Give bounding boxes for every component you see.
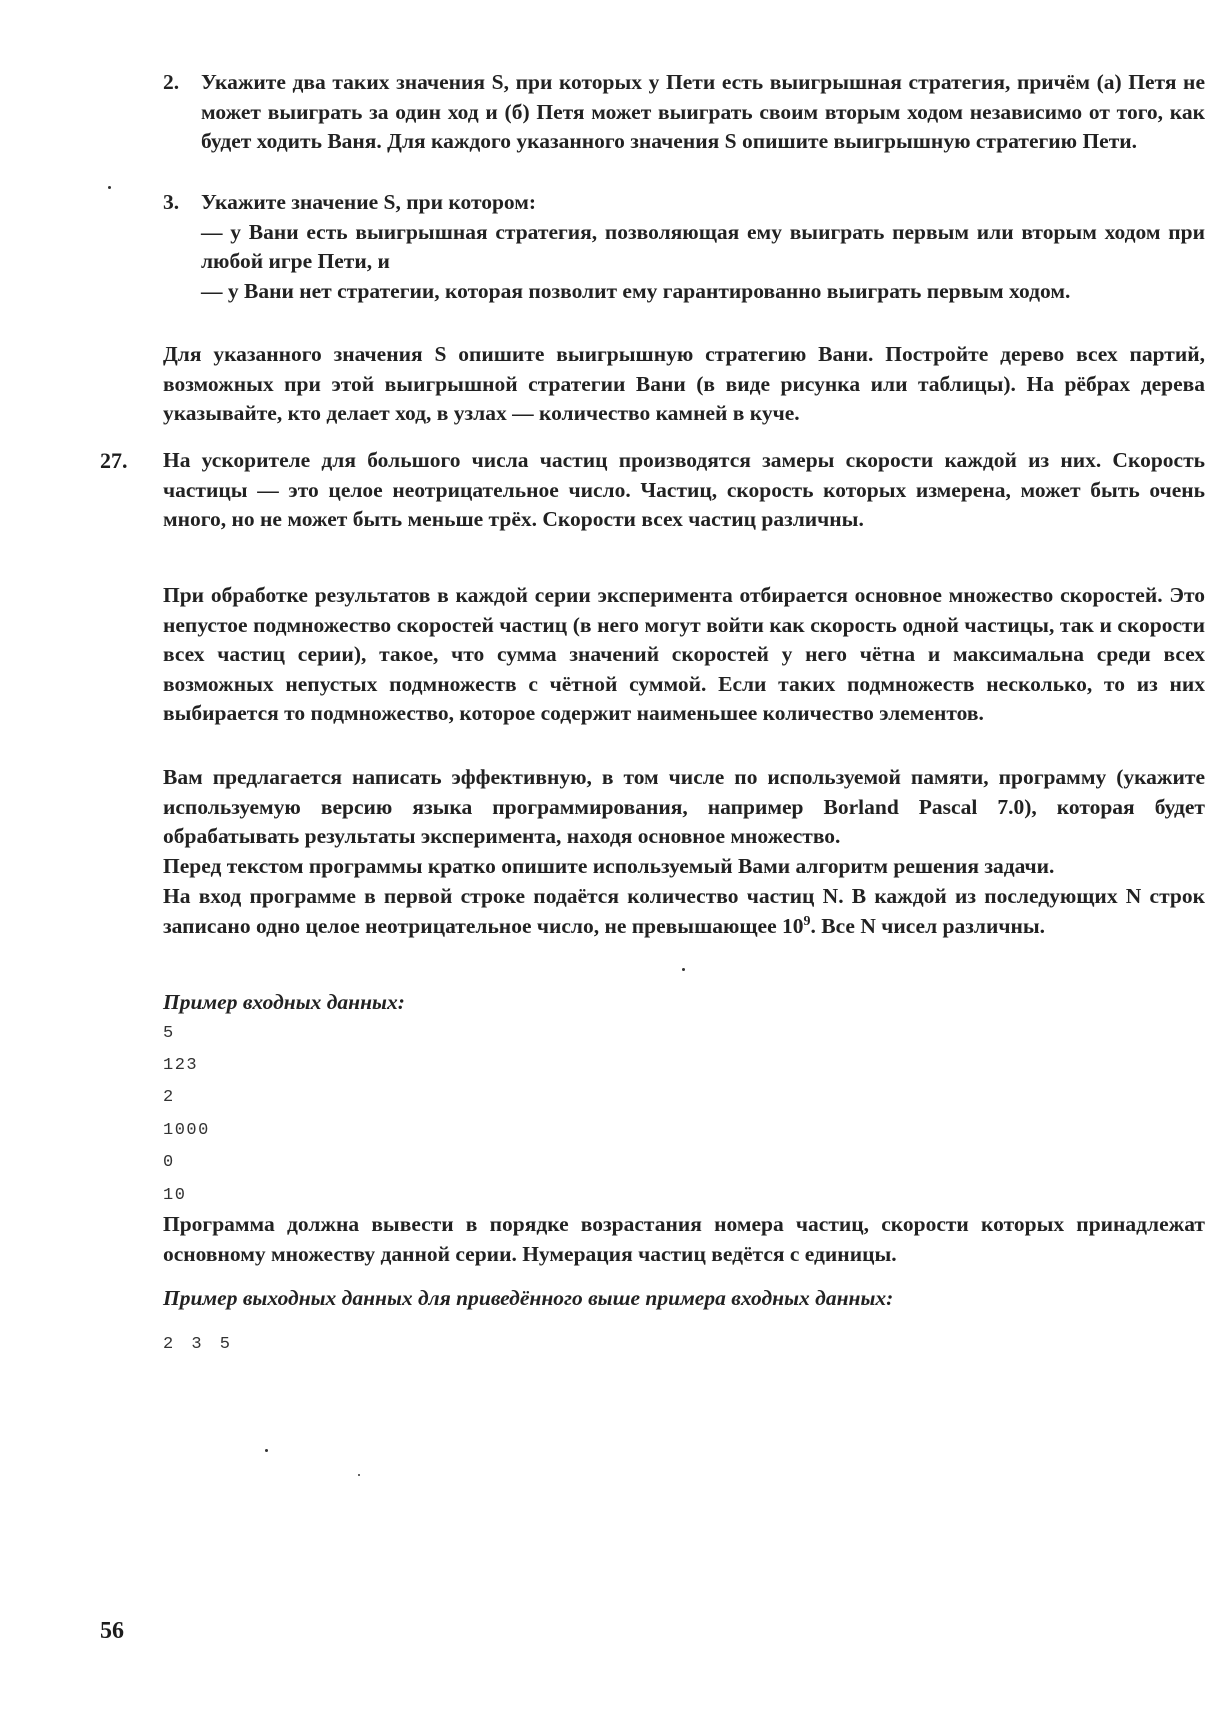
task-27-paragraph-4: Перед текстом программы кратко опишите используемый Вами алгоритм решения задачи.: [163, 854, 1055, 878]
task-27-paragraph-5: [163, 882, 1205, 941]
output-example-heading: Пример выходных данных для приведённого выше примера входных данных:: [163, 1286, 894, 1310]
question-3-outro: Для указанного значения S опишите выигрышную стратегию Вани. Постройте дерево всех партий, возможных при этой выигрышной стратегии Вани (в виде рисунка или таблицы). На рёбрах дерева указывайте, кто делает ход, в узлах — количество камней в куче.: [163, 342, 1205, 425]
input-line: 10: [163, 1186, 187, 1205]
input-line: 1000: [163, 1121, 210, 1140]
question-3-intro: Укажите значение S, при котором:: [201, 190, 537, 214]
task-27-paragraph-1: На ускорителе для большого числа частиц производятся замеры скорости каждой из них. Скорость частицы — это целое неотрицательное число. Частиц, скорость которых измерена, может быть очень много, но не может быть меньше трёх. Скорости всех частиц различны.: [163, 448, 1205, 531]
page-number: 56: [100, 1618, 124, 1644]
input-line: 5: [163, 1024, 175, 1043]
scan-speck: [108, 186, 111, 189]
question-2: [163, 68, 1205, 157]
scan-speck: [358, 1474, 360, 1476]
input-line: 2: [163, 1088, 175, 1107]
scan-speck: [265, 1449, 268, 1452]
input-line: 0: [163, 1153, 175, 1172]
output-line: 2 3 5: [163, 1335, 235, 1354]
question-2-text: Укажите два таких значения S, при которых у Пети есть выигрышная стратегия, причём (а) Петя не может выиграть за один ход и (б) Петя может выиграть своим вторым ходом независимо от того, как будет ходить Ваня. Для каждого указанного значения S опишите выигрышную стратегию Пети.: [201, 70, 1205, 153]
input-example-heading: Пример входных данных:: [163, 990, 405, 1014]
task-27-paragraph-5-part-b: . Все N чисел различны.: [810, 913, 1045, 938]
question-2-number: 2.: [163, 70, 180, 94]
exponent: 9: [803, 913, 811, 929]
task-27-number: 27.: [100, 448, 128, 473]
scan-speck: [682, 968, 685, 971]
task-27-paragraph-5-part-a: На вход программе в первой строке подаётся количество частиц N. В каждой из последующих N строк записано одно целое неотрицательное число, не превышающее 10: [163, 884, 1205, 938]
task-27-paragraph-3: Вам предлагается написать эффективную, в том числе по используемой памяти, программу (укажите используемую версию языка программирования, например Borland Pascal 7.0), которая будет обрабатывать результаты эксперимента, находя основное множество.: [163, 765, 1205, 848]
question-3: [163, 188, 1205, 306]
question-3-condition-1: — у Вани есть выигрышная стратегия, позволяющая ему выиграть первым или вторым ходом при любой игре Пети, и: [201, 219, 1205, 273]
question-3-number: 3.: [163, 190, 180, 214]
task-27-paragraph-6: Программа должна вывести в порядке возрастания номера частиц, скорости которых принадлежат основному множеству данной серии. Нумерация частиц ведётся с единицы.: [163, 1212, 1205, 1266]
task-27-paragraph-2: При обработке результатов в каждой серии эксперимента отбирается основное множество скоростей. Это непустое подмножество скоростей частиц (в него могут войти как скорость одной частицы, так и скорости всех частиц серии), такое, что сумма значений скоростей у него чётна и максимальна среди всех возможных непустых подмножеств с чётной суммой. Если таких подмножеств несколько, то из них выбирается то подмножество, которое содержит наименьшее количество элементов.: [163, 583, 1205, 725]
question-3-condition-2: — у Вани нет стратегии, которая позволит ему гарантированно выиграть первым ходом.: [201, 278, 1071, 303]
input-line: 123: [163, 1056, 199, 1075]
